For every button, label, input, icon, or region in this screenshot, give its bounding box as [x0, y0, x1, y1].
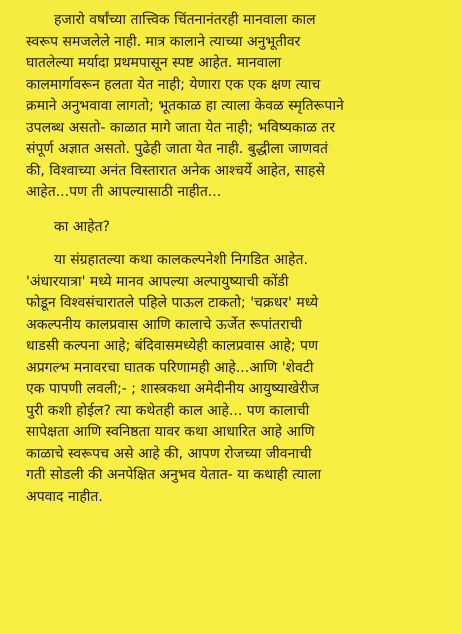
text-line: की, विश्वाच्या अनंत विस्तारात अनेक आश्चर्ये आहेत, साहसे [26, 162, 325, 179]
text-line: संपूर्ण अज्ञात असतो. पुढेही जाता येत नाही. बुद्धीला जाणवतं [26, 141, 328, 157]
text-line: अपवाद नाहीत. [26, 488, 103, 505]
text-line: घातलेल्या मर्यादा प्रथमपासून स्पष्ट आहेत. मानवाला [26, 55, 282, 71]
text-line: पुरी कशी होईल? त्या कथेतही काल आहे... पण कालाची [26, 402, 310, 419]
paragraph-2 [26, 217, 440, 239]
text-line: गती सोडली की अनपेक्षित अनुभव येतात- या कथाही त्याला [26, 467, 322, 483]
paragraph-spacer [26, 238, 440, 250]
text-line: स्वरूप समजलेले नाही. मात्र कालाने त्याच्या अनुभूतीवर [26, 33, 301, 50]
text-line: अकल्पनीय कालप्रवास आणि कालाचे ऊर्जेत रूपांतराची [26, 316, 302, 333]
text-line: हजारो वर्षांच्या तात्त्विक चिंतनानंतरही मानवाला काल [54, 12, 316, 28]
paragraph-1 [26, 10, 440, 204]
text-line: उपलब्ध असतो- काळात मागे जाता येत नाही; भविष्यकाळ तर [26, 119, 336, 136]
text-line: कालमार्गावरून हलता येत नाही; येणारा एक एक क्षण त्याच [26, 76, 321, 93]
text-line: धाडसी कल्पना आहे; बंदिवासमध्येही कालप्रवास आहे; पण [26, 338, 319, 354]
text-line: क्रमाने अनुभवावा लागतो; भूतकाळ हा त्याला केवळ स्मृतिरूपाने [26, 98, 344, 114]
text-line: का आहेत? [54, 218, 110, 235]
text-line: काळाचे स्वरूपच असे आहे की, आपण रोजच्या जीवनाची [26, 445, 312, 462]
text-line: आहेत...पण ती आपल्यासाठी नाहीत... [26, 184, 222, 200]
paragraph-3 [26, 250, 440, 508]
text-line: या संग्रहातल्या कथा कालकल्पनेशी निगडित आहेत. [54, 252, 308, 268]
paragraph-spacer [26, 204, 440, 217]
text-line: अप्रगल्भ मनावरचा घातक परिणामही आहे...आणि 'शेवटी [26, 359, 314, 376]
text-line: एक पापणी लवली;- ; शास्त्रकथा अमेदीनीय आयुष्याखेरीज [26, 381, 319, 397]
text-line: 'अंधारयात्रा' मध्ये मानव आपल्या अल्पायुष्याची कोंडी [26, 273, 289, 290]
text-line: फोडून विश्वसंचारातले पहिले पाऊल टाकतो; 'चक्रधर' मध्ये [26, 295, 319, 311]
text-line: सापेक्षता आणि स्वनिष्ठता यावर कथा आधारित आहे आणि [26, 424, 315, 440]
